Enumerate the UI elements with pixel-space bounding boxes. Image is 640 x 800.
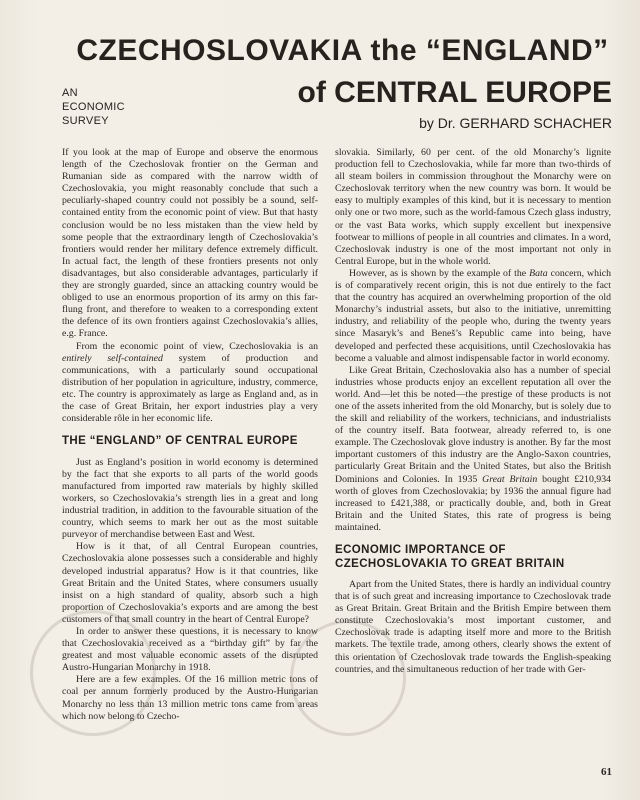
text-run: Like Great Britain, Czechoslovakia also has a number of special industries whose products enjoy an excellent reputation all over the world. And—let this be noted—the prestige of these products is not one of the assets inherited from the old Monarchy, but is solely due to the skill and reliability of the workers, technicians, and industrialists of the country itself. Bata footwear, already referred to, is one example. The Czechoslovak glove industry is another. By far the most important customers of this industry are the Anglo-Saxon countries, particularly Great Britain and the United States, but also the British Dominions and Colonies. In 1935	[335, 364, 611, 485]
kicker-line: SURVEY	[62, 115, 109, 127]
body-paragraph	[335, 268, 611, 365]
italic-text: Bata	[529, 267, 548, 279]
section-heading: ECONOMIC IMPORTANCE OF CZECHOSLOVAKIA TO GREAT BRITAIN	[335, 544, 565, 570]
article-title-line-1: CZECHOSLOVAKIA the “ENGLAND”	[76, 34, 609, 67]
italic-text: entirely self-contained	[62, 352, 163, 364]
body-paragraph	[62, 341, 318, 426]
text-run: system of production and communications, with a particularly sound occupational distribution of her population in agriculture, industry, commerce, etc. The country is approximately as large as England and, as in the case of Great Britain, her export industries play a very considerable rôle in her economic life.	[62, 352, 318, 425]
body-paragraph: slovakia. Similarly, 60 per cent. of the old Monarchy’s lignite production fell to Czechoslovakia, while far more than two-thirds of all steam boilers in commission throughout the Monarchy were on Czechoslovak territory when the new country was born. It would be easy to multiply examples of this kind, but it is necessary to mention only one or two more, such as the world-famous Czech glass industry, or the vast Bata works, which supply excellent but inexpensive footwear to millions of people in all countries and climates. In a word, Czechoslovak industry is one of the most important not only in Central Europe, but in the whole world.	[335, 147, 611, 267]
body-paragraph: Here are a few examples. Of the 16 million metric tons of coal per annum formerly produced by the Austro-Hungarian Monarchy no less than 13 million metric tons came from areas which now belong to Czecho-	[62, 674, 318, 722]
body-paragraph	[335, 365, 611, 534]
text-run: However, as is shown by the example of the	[349, 267, 530, 279]
text-run: concern, which is of comparatively recent origin, this is not due entirely to the fact that the country has acquired an overwhelming proportion of the old Monarchy’s industrial assets, but also to the initiative, unremitting industry, and reliability of the people who, during the twenty years since Masaryk’s and Beneš’s Republic came into being, have developed and perfected these acquisitions, until Czechoslovakia has become a valuable and almost indispensable factor in world economy.	[335, 267, 611, 364]
body-paragraph: Apart from the United States, there is hardly an individual country that is of such great and increasing importance to Czechoslovak trade as Great Britain. Great Britain and the British Empire between them constitute Czechoslovakia’s most important customer, and Czechoslovak trade is adapting itself more and more to the British markets. The textile trade, among others, clearly shows the extent of this orientation of Czechoslovak trade towards the English-speaking countries, and the simultaneous reduction of her trade with Ger-	[335, 579, 611, 675]
right-column	[335, 147, 611, 676]
article-title-line-2: of CENTRAL EUROPE	[297, 76, 612, 109]
text-run: bought £210,934 worth of gloves from Czechoslovakia; by 1936 the annual figure had increased to £421,388, or practically double, and, both in Great Britain and the United States, this rate of progress is being maintained.	[335, 473, 611, 533]
body-paragraph: How is it that, of all Central European countries, Czechoslovakia alone possesses such a considerable and highly developed industrial apparatus? How is it that countries, like Great Britain and the United States, where consumers usually insist on a high standard of quality, absorb such a high proportion of Czechoslovakia’s exports and are among the best customers of that small country in the heart of Central Europe?	[62, 541, 318, 625]
body-paragraph: Just as England’s position in world economy is determined by the fact that she exports to all parts of the world goods manufactured from imported raw materials by highly skilled workers, so Czechoslovakia’s strength lies in a great and long industrial tradition, in addition to the favourable situation of the country, which seems to mark her out as the most suitable purveyor of merchandise between East and West.	[62, 456, 318, 541]
article-byline: by Dr. GERHARD SCHACHER	[419, 115, 612, 131]
text-run: From the economic point of view, Czechoslovakia is an	[76, 340, 318, 352]
italic-text: Great Britain	[482, 473, 538, 485]
body-paragraph: If you look at the map of Europe and observe the enormous length of the Czechoslovak frontier on the German and Rumanian side as compared with the narrow width of Czechoslovakia, you might reasonably conclude that such a peculiarly-shaped country could not possibly be a sound, self-contained entity from the economic point of view. But that hasty conclusion would be no less mistaken than the view held by some people that the extraordinary length of Czechoslovakia’s frontiers would render her military defence extremely difficult. In actual fact, the length of these frontiers presents not only disadvantages, but also considerable advantages, particularly if they are strongly guarded, since an attacking country would be obliged to use an enormous proportion of its army on this far-flung front, and therefore to weaken to a corresponding extent the defence of its own frontiers against Czechoslovakia’s allies, e.g. France.	[62, 147, 318, 340]
page-number: 61	[601, 766, 612, 778]
body-paragraph: In order to answer these questions, it is necessary to know that Czechoslovakia received as a “birthday gift” by far the greatest and most valuable economic assets of the disrupted Austro-Hungarian Monarchy in 1918.	[62, 625, 318, 674]
section-heading: THE “ENGLAND” OF CENTRAL EUROPE	[62, 435, 298, 448]
article-kicker	[62, 86, 125, 128]
kicker-line: AN	[62, 87, 78, 99]
left-column	[62, 147, 318, 723]
kicker-line: ECONOMIC	[62, 101, 125, 113]
